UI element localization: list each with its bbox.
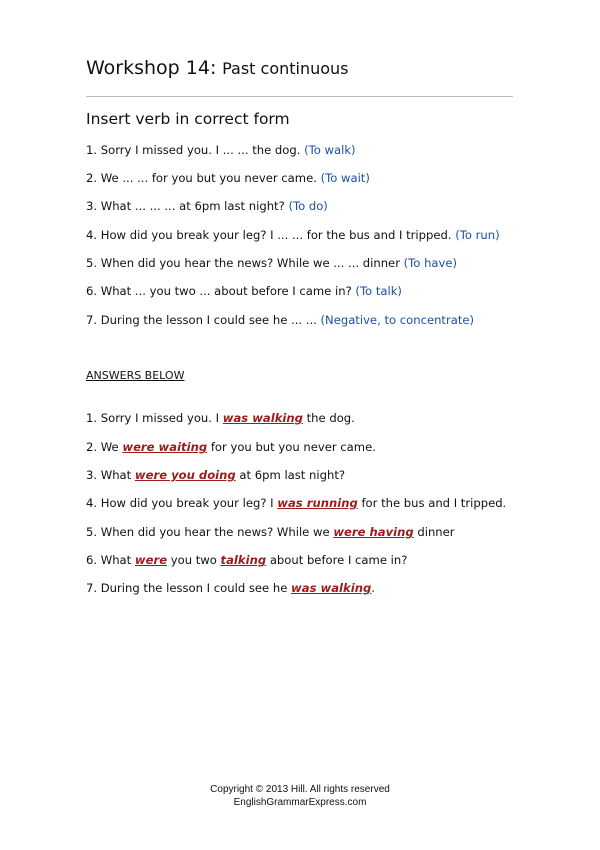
answer-item: [86, 553, 407, 568]
answer-verb: were you doing: [134, 468, 236, 482]
question-text: 6. What ... you two ... about before I came in?: [86, 284, 352, 298]
answer-item: [86, 525, 455, 540]
answer-item: [86, 411, 355, 426]
question-hint: (To talk): [355, 284, 402, 298]
question-hint: (To run): [455, 228, 500, 242]
answer-verb: were having: [333, 525, 414, 539]
question-hint: (To have): [403, 256, 458, 270]
answer-tail: dinner: [417, 525, 455, 539]
question-item: [86, 143, 356, 158]
answer-verb: was running: [277, 496, 358, 510]
title-divider: [86, 96, 513, 97]
question-text: 2. We ... ... for you but you never came.: [86, 171, 317, 185]
question-hint: (To do): [288, 199, 328, 213]
answer-lead: 7. During the lesson I could see he: [86, 581, 288, 595]
answer-tail: .: [371, 581, 375, 595]
page-title: [86, 56, 349, 81]
question-item: [86, 171, 370, 186]
answer-tail: for the bus and I tripped.: [361, 496, 507, 510]
answer-lead: 5. When did you hear the news? While we: [86, 525, 330, 539]
answer-lead: 1. Sorry I missed you. I: [86, 411, 220, 425]
question-hint: (To walk): [304, 143, 356, 157]
answer-tail: about before I came in?: [269, 553, 408, 567]
title-prefix: Workshop 14:: [86, 57, 217, 79]
answer-middle: you two: [170, 553, 217, 567]
answer-item: [86, 581, 375, 596]
question-item: [86, 228, 500, 243]
answer-lead: 6. What: [86, 553, 132, 567]
question-item: [86, 284, 402, 299]
answer-verb: were: [134, 553, 168, 567]
answer-tail: at 6pm last night?: [239, 468, 346, 482]
answer-item: [86, 440, 376, 455]
answer-item: [86, 468, 345, 483]
section-heading: Insert verb in correct form: [86, 110, 290, 128]
question-item: [86, 313, 474, 328]
question-text: 5. When did you hear the news? While we ... ... dinner: [86, 256, 400, 270]
question-text: 1. Sorry I missed you. I ... ... the dog.: [86, 143, 301, 157]
answer-lead: 2. We: [86, 440, 119, 454]
question-text: 7. During the lesson I could see he ... ...: [86, 313, 317, 327]
answer-verb: was walking: [291, 581, 372, 595]
question-hint: (Negative, to concentrate): [320, 313, 475, 327]
question-text: 3. What ... ... ... at 6pm last night?: [86, 199, 285, 213]
answer-lead: 3. What: [86, 468, 132, 482]
question-hint: (To wait): [320, 171, 370, 185]
answers-label: ANSWERS BELOW: [86, 369, 185, 382]
answer-tail: for you but you never came.: [210, 440, 376, 454]
question-text: 4. How did you break your leg? I ... ... for the bus and I tripped.: [86, 228, 452, 242]
answer-lead: 4. How did you break your leg? I: [86, 496, 274, 510]
footer-site: EnglishGrammarExpress.com: [233, 797, 367, 808]
answer-verb: were waiting: [122, 440, 208, 454]
answer-verb: talking: [220, 553, 267, 567]
question-item: [86, 199, 328, 214]
question-item: [86, 256, 457, 271]
title-topic: Past continuous: [222, 59, 349, 78]
answer-item: [86, 496, 506, 511]
answer-tail: the dog.: [306, 411, 355, 425]
footer-copyright: Copyright © 2013 Hill. All rights reserved: [210, 784, 390, 795]
answer-verb: was walking: [222, 411, 303, 425]
